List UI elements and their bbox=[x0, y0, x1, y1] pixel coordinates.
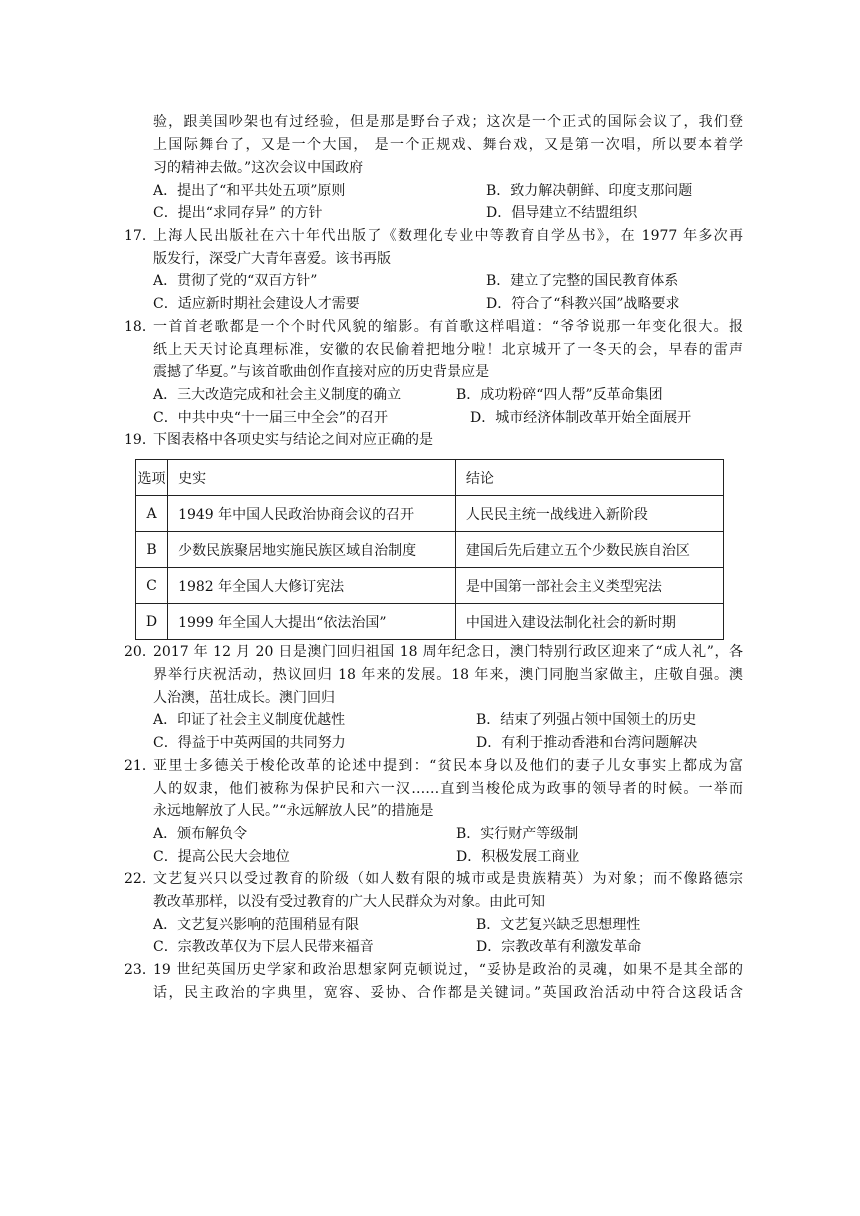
question-stem-line: 上海人民出版社在六十年代出版了《数理化专业中等教育自学丛书》，在 1977 年多次再 bbox=[153, 228, 743, 244]
question-stem-line: 上国际舞台了，又是一个大国， 是一个正规戏、舞台戏，又是第一次唱，所以要本着学 bbox=[153, 137, 743, 153]
table-cell: 少数民族聚居地实施民族区域自治制度 bbox=[168, 532, 456, 568]
option-a: A．颁布解负令 bbox=[153, 826, 248, 842]
option-d: D．符合了“科教兴国”战略要求 bbox=[486, 296, 680, 312]
option-a: A．印证了社会主义制度优越性 bbox=[153, 712, 346, 728]
question-number: 20． bbox=[124, 644, 156, 660]
option-b: B．实行财产等级制 bbox=[456, 826, 579, 842]
table-cell: B bbox=[136, 532, 168, 568]
question-stem-line: 人的奴隶，他们被称为保护民和六一汉……直到当梭伦成为政事的领导者的时候。一举而 bbox=[153, 781, 743, 797]
table-cell: 1999 年全国人大提出“依法治国” bbox=[168, 604, 456, 640]
table-row bbox=[136, 604, 724, 640]
question-stem-line: 话，民主政治的字典里，宽容、妥协、合作都是关键词。”英国政治活动中符合这段话含 bbox=[153, 985, 743, 1001]
table-header-cell: 史实 bbox=[168, 460, 456, 496]
table-header-cell: 选项 bbox=[136, 460, 168, 496]
option-c: C．得益于中英两国的共同努力 bbox=[153, 735, 346, 751]
option-b: B．成功粉碎“四人帮”反革命集团 bbox=[456, 387, 663, 403]
table-row bbox=[136, 568, 724, 604]
question-stem-line: 人治澳，茁壮成长。澳门回归 bbox=[153, 690, 335, 706]
option-a: A．提出了“和平共处五项”原则 bbox=[153, 183, 346, 199]
option-c: C．适应新时期社会建设人才需要 bbox=[153, 296, 360, 312]
option-c: C．提高公民大会地位 bbox=[153, 849, 290, 865]
table-cell: D bbox=[136, 604, 168, 640]
question-stem-line: 版发行，深受广大青年喜爱。该书再版 bbox=[153, 251, 391, 267]
table-header-cell: 结论 bbox=[455, 460, 723, 496]
question-stem-line: 一首首老歌都是一个个时代风貌的缩影。有首歌这样唱道：“爷爷说那一年变化很大。报 bbox=[153, 319, 743, 335]
question-stem-line: 震撼了华夏。”与该首歌曲创作直接对应的历史背景应是 bbox=[153, 364, 490, 380]
table-cell: 中国进入建设法制化社会的新时期 bbox=[455, 604, 723, 640]
question-number: 18． bbox=[124, 319, 156, 335]
table-row bbox=[136, 532, 724, 568]
table-cell: 建国后先后建立五个少数民族自治区 bbox=[455, 532, 723, 568]
question-stem-line: 19 世纪英国历史学家和政治思想家阿克顿说过，“妥协是政治的灵魂，如果不是其全部的 bbox=[153, 962, 743, 978]
option-d: D．倡导建立不结盟组织 bbox=[486, 205, 638, 221]
table-cell: 是中国第一部社会主义类型宪法 bbox=[455, 568, 723, 604]
option-d: D．有利于推动香港和台湾问题解决 bbox=[476, 735, 698, 751]
option-b: B．文艺复兴缺乏思想理性 bbox=[476, 917, 641, 933]
table-row bbox=[136, 496, 724, 532]
question-number: 21． bbox=[124, 758, 156, 774]
question-stem-line: 界举行庆祝活动，热议回归 18 年来的发展。18 年来，澳门同胞当家做主，庄敬自强。澳 bbox=[153, 667, 743, 683]
question-number: 22． bbox=[124, 871, 156, 887]
option-d: D．城市经济体制改革开始全面展开 bbox=[470, 410, 692, 426]
question-stem-line: 验，跟美国吵架也有过经验，但是那是野台子戏；这次是一个正式的国际会议了，我们登 bbox=[153, 114, 743, 130]
option-c: C．中共中央“十一届三中全会”的召开 bbox=[153, 410, 389, 426]
option-c: C．提出“求同存异” 的方针 bbox=[153, 205, 323, 221]
option-b: B．致力解决朝鲜、印度支那问题 bbox=[486, 183, 693, 199]
option-b: B．建立了完整的国民教育体系 bbox=[486, 273, 679, 289]
question-stem-line: 亚里士多德关于梭伦改革的论述中提到：“贫民本身以及他们的妻子儿女事实上都成为富 bbox=[153, 758, 743, 774]
table-header-row bbox=[136, 460, 724, 496]
question-stem-line: 纸上天天讨论真理标准，安徽的农民偷着把地分啦！北京城开了一冬天的会，早春的雷声 bbox=[153, 342, 743, 358]
question-number: 17． bbox=[124, 228, 156, 244]
table-cell: A bbox=[136, 496, 168, 532]
question-stem-line: 文艺复兴只以受过教育的阶级（如人数有限的城市或是贵族精英）为对象；而不像路德宗 bbox=[153, 871, 743, 887]
option-d: D．宗教改革有利激发革命 bbox=[476, 939, 642, 955]
question-stem-line: 教改革那样，以没有受过教育的广大人民群众为对象。由此可知 bbox=[153, 894, 545, 910]
question-stem-line: 永远地解放了人民。”“永远解放人民”的措施是 bbox=[153, 803, 434, 819]
table-cell: 人民民主统一战线进入新阶段 bbox=[455, 496, 723, 532]
option-a: A．文艺复兴影响的范围稍显有限 bbox=[153, 917, 360, 933]
option-d: D．积极发展工商业 bbox=[456, 849, 580, 865]
option-a: A．贯彻了党的“双百方针” bbox=[153, 273, 318, 289]
question-stem-line: 下图表格中各项史实与结论之间对应正确的是 bbox=[153, 432, 433, 448]
question-stem-line: 习的精神去做。”这次会议中国政府 bbox=[153, 160, 364, 176]
facts-table bbox=[135, 459, 724, 640]
option-a: A．三大改造完成和社会主义制度的确立 bbox=[153, 387, 402, 403]
question-number: 19． bbox=[124, 432, 156, 448]
question-stem-line: 2017 年 12 月 20 日是澳门回归祖国 18 周年纪念日，澳门特别行政区迎来了“成人礼”，各 bbox=[153, 644, 743, 660]
table-cell: 1982 年全国人大修订宪法 bbox=[168, 568, 456, 604]
option-c: C．宗教改革仅为下层人民带来福音 bbox=[153, 939, 374, 955]
question-number: 23． bbox=[124, 962, 156, 978]
table-cell: 1949 年中国人民政治协商会议的召开 bbox=[168, 496, 456, 532]
table-cell: C bbox=[136, 568, 168, 604]
option-b: B．结束了列强占领中国领土的历史 bbox=[476, 712, 697, 728]
